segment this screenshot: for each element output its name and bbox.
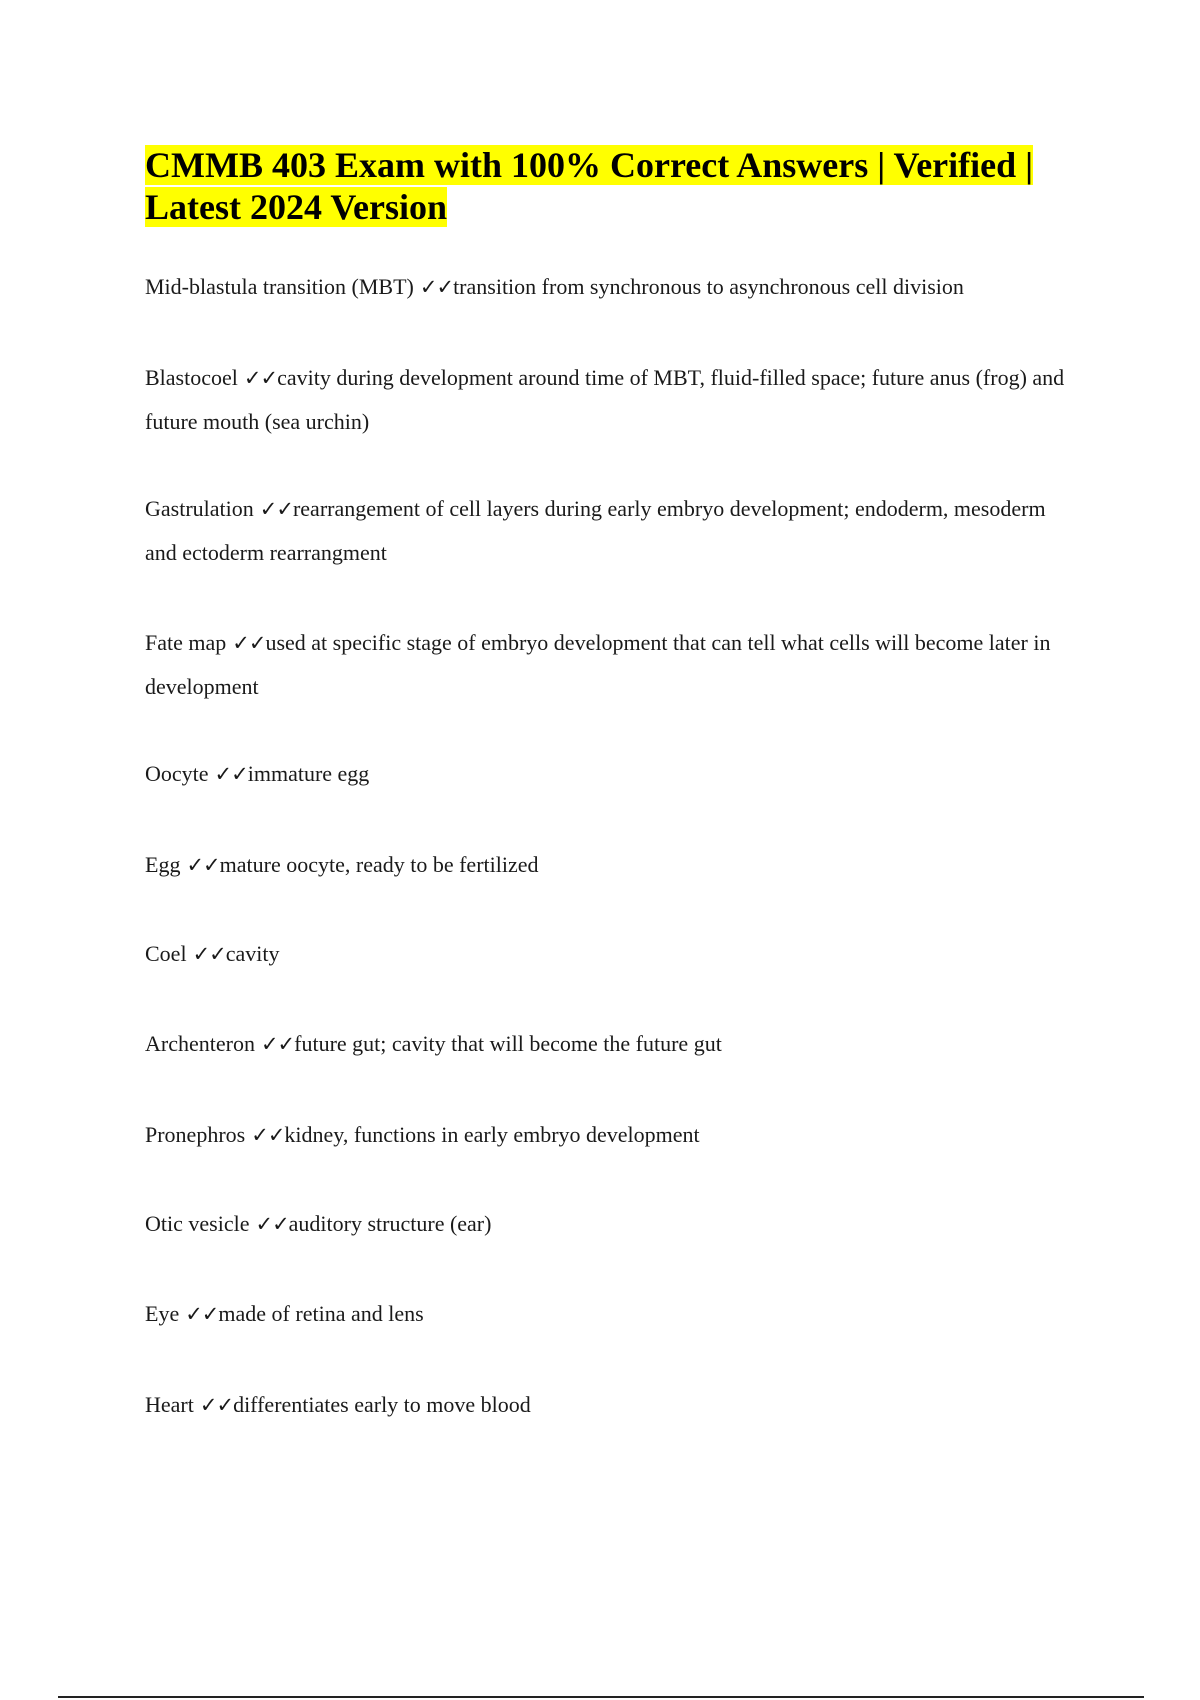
qa-entry-blastocoel <box>145 356 1070 444</box>
double-check-icon: ✓✓ <box>199 1393 234 1417</box>
entry-term: Archenteron <box>145 1031 255 1056</box>
qa-entry-archenteron <box>145 1022 1070 1066</box>
double-check-icon: ✓✓ <box>243 366 278 390</box>
entry-term: Eye <box>145 1301 180 1326</box>
page-title <box>145 144 1065 228</box>
entry-definition: used at specific stage of embryo development that can tell what cells will become later in development <box>145 630 1051 699</box>
entry-term: Otic vesicle <box>145 1211 250 1236</box>
entry-term: Gastrulation <box>145 496 254 521</box>
entry-term: Egg <box>145 852 181 877</box>
qa-entry-pronephros <box>145 1113 1070 1157</box>
entry-definition: transition from synchronous to asynchronous cell division <box>453 274 964 299</box>
double-check-icon: ✓✓ <box>251 1123 285 1147</box>
double-check-icon: ✓✓ <box>186 853 220 877</box>
double-check-icon: ✓✓ <box>214 762 248 786</box>
double-check-icon: ✓✓ <box>260 1032 295 1056</box>
qa-entry-oocyte <box>145 752 1070 796</box>
entry-definition: future gut; cavity that will become the future gut <box>294 1031 722 1056</box>
double-check-icon: ✓✓ <box>192 942 226 966</box>
entry-term: Pronephros <box>145 1122 246 1147</box>
entry-definition: auditory structure (ear) <box>288 1211 492 1236</box>
qa-entry-coel <box>145 932 1070 976</box>
qa-entry-eye <box>145 1292 1070 1336</box>
entry-term: Blastocoel <box>145 365 238 390</box>
entry-definition: kidney, functions in early embryo development <box>284 1122 700 1147</box>
qa-entry-fate-map <box>145 621 1070 709</box>
entry-definition: mature oocyte, ready to be fertilized <box>219 852 539 877</box>
qa-entry-egg <box>145 843 1070 887</box>
double-check-icon: ✓✓ <box>255 1212 289 1236</box>
entry-term: Mid-blastula transition (MBT) <box>145 274 414 299</box>
entry-definition: differentiates early to move blood <box>233 1392 531 1417</box>
entry-definition: immature egg <box>247 761 370 786</box>
entry-definition: cavity during development around time of MBT, fluid-filled space; future anus (frog) and future mouth (sea urchin) <box>145 365 1065 434</box>
qa-entry-heart <box>145 1383 1070 1427</box>
entry-term: Heart <box>145 1392 194 1417</box>
entry-definition: cavity <box>225 941 280 966</box>
double-check-icon: ✓✓ <box>259 497 293 521</box>
qa-entry-otic-vesicle <box>145 1202 1070 1246</box>
entry-term: Coel <box>145 941 187 966</box>
title-highlight: CMMB 403 Exam with 100% Correct Answers | Verified | Latest 2024 Version <box>145 145 1034 227</box>
entry-definition: rearrangement of cell layers during early embryo development; endoderm, mesoderm and ectoderm rearrangment <box>145 496 1046 565</box>
entry-definition: made of retina and lens <box>218 1301 424 1326</box>
qa-entry-mbt <box>145 265 1070 309</box>
double-check-icon: ✓✓ <box>419 275 454 299</box>
entry-term: Fate map <box>145 630 227 655</box>
double-check-icon: ✓✓ <box>185 1302 219 1326</box>
qa-entry-gastrulation <box>145 487 1070 575</box>
entry-term: Oocyte <box>145 761 209 786</box>
footer-divider <box>58 1696 1144 1698</box>
double-check-icon: ✓✓ <box>232 631 266 655</box>
